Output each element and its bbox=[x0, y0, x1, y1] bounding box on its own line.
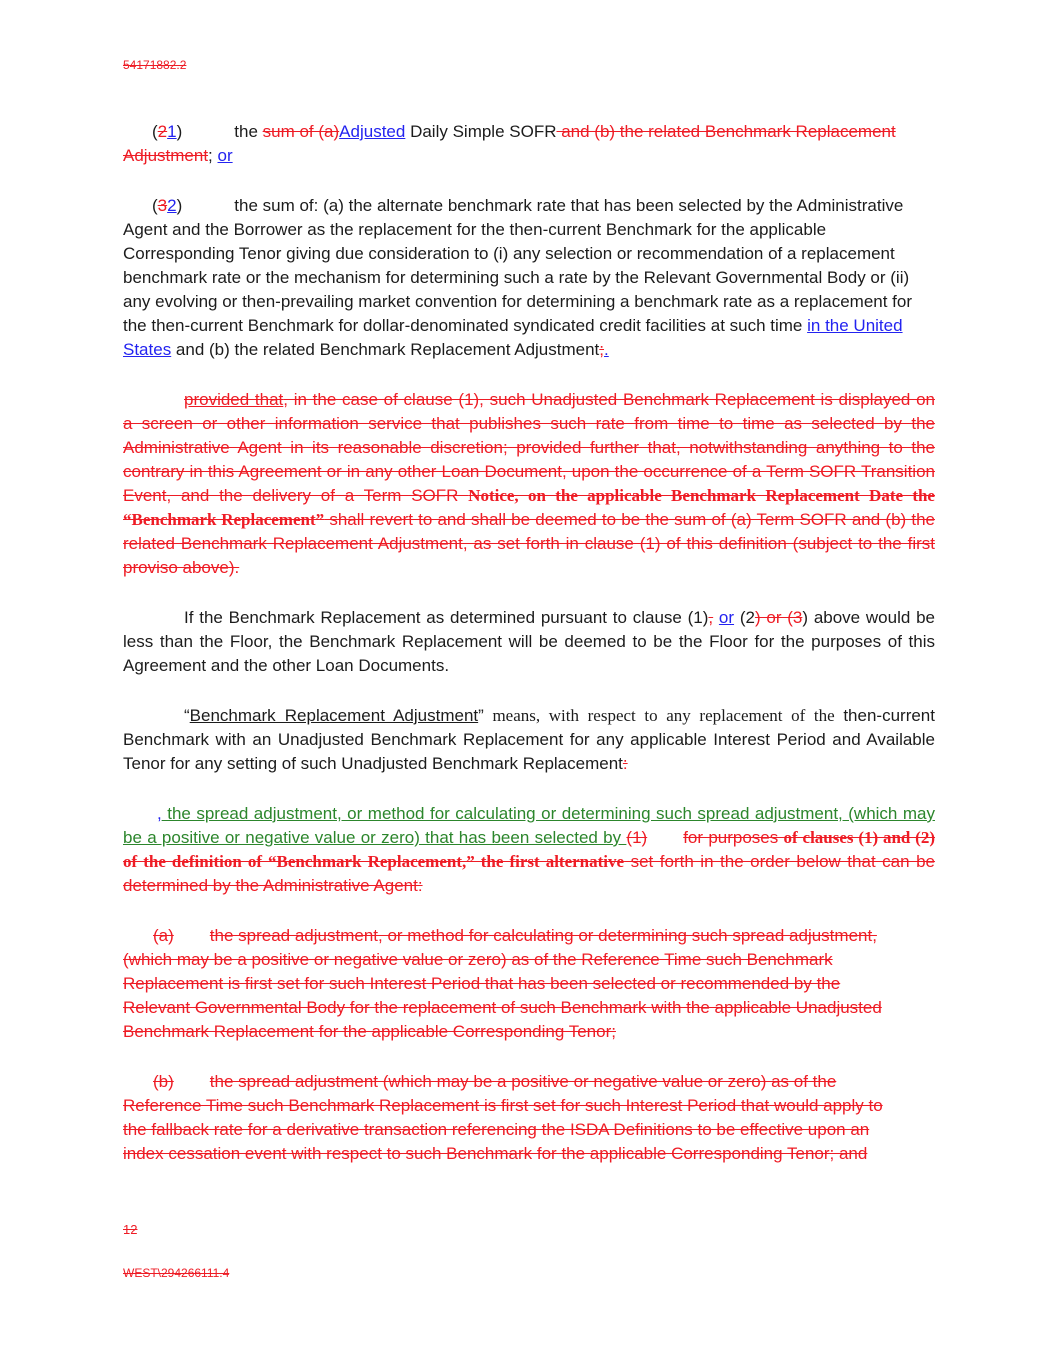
text-run: ” bbox=[478, 706, 484, 725]
footer-doc-id: WEST\294266111.4 bbox=[123, 1266, 230, 1280]
text-run: 2 bbox=[157, 122, 168, 141]
text-run: ) bbox=[176, 196, 183, 215]
text-run: Benchmark Replacement Adjustment bbox=[189, 706, 479, 725]
text-run: , bbox=[157, 804, 162, 823]
clause-2 bbox=[123, 194, 935, 362]
text-run: provided that bbox=[184, 390, 284, 409]
text-run: If the Benchmark Replacement as determined pursuant to clause (1) bbox=[184, 608, 709, 627]
deleted-clause-b bbox=[123, 1070, 903, 1166]
text-run: ; bbox=[208, 146, 218, 165]
deleted-clause-a bbox=[123, 924, 903, 1044]
text-run: ) bbox=[802, 608, 809, 627]
text-run: , in the case of clause (1), such Unadjusted Benchmark Replacement is displayed on a screen or other information service that publishes such rate from time to time as selected by the Administrative Agent in its reasonable discretion; provided further that, notwithstanding anything to the contrary in this Agreement or in any other Loan Document, upon the occurrence of a Term SOFR Transition Event, and the delivery of a Term SOFR bbox=[123, 390, 935, 505]
benchmark-replacement-adjustment-definition bbox=[123, 704, 935, 776]
text-run: ( bbox=[152, 122, 158, 141]
text-run: in the United States bbox=[123, 316, 903, 359]
text-run: the spread adjustment (which may be a positive or negative value or zero) as of the Reference Time such Benchmark Replacement is first set for such Interest Period that would apply to the fallback rate for a derivative transaction referencing the ISDA Definitions to be effective upon an index cessation event with respect to such Benchmark for the applicable Corresponding Tenor; and bbox=[123, 1072, 883, 1163]
text-run: or bbox=[217, 146, 233, 165]
text-run: means, with respect to any replacement of the bbox=[483, 706, 844, 725]
text-run: ) bbox=[176, 122, 183, 141]
text-run: 2 bbox=[167, 196, 177, 215]
text-run: of clauses (1) and (2) of the definition of “Benchmark Replacement,” the first alternative bbox=[123, 828, 935, 871]
text-run: . bbox=[604, 340, 609, 359]
text-run: the spread adjustment, or method for calculating or determining such spread adjustment, (which may be a positive or negative value or zero) that has been selected by bbox=[123, 804, 935, 847]
text-run: ; bbox=[599, 340, 605, 359]
deleted-proviso bbox=[123, 388, 935, 580]
text-run: (a) bbox=[153, 926, 174, 945]
text-run: the sum of: (a) the alternate benchmark rate that has been selected by the Administrative Agent and the Borrower as the replacement for the then-current Benchmark for the applicable Corresponding Tenor giving due consideration to (i) any selection or recommendation of a replacement benchmark rate or the mechanism for determining such a rate by the Relevant Governmental Body or (ii) any evolving or then-prevailing market convention for determining a benchmark rate as a replacement for the then-current Benchmark for dollar-denominated syndicated credit facilities at such time bbox=[123, 196, 913, 335]
text-run: Adjusted bbox=[339, 122, 406, 141]
clause-1 bbox=[123, 120, 935, 168]
text-run: 3 bbox=[157, 196, 168, 215]
text-run: the spread adjustment, or method for calculating or determining such spread adjustment, (which may be a positive or negative value or zero) as of the Reference Time such Benchmark Replacement is first set for such Interest Period that has been selected or recommended by the Relevant Governmental Body for the replacement of such Benchmark with the applicable Unadjusted Benchmark Replacement for the applicable Corresponding Tenor; bbox=[123, 926, 882, 1041]
text-run: Notice, on the applicable Benchmark Replacement Date the “Benchmark Replacement” bbox=[123, 486, 935, 529]
text-run: set forth in the order below that can be determined by the Administrative Agent: bbox=[123, 852, 936, 895]
text-run: then-current Benchmark with an Unadjusted Benchmark Replacement for any applicable Interest Period and Available Tenor for any setting of such Unadjusted Benchmark Replacement bbox=[123, 706, 935, 773]
text-run: 1 bbox=[167, 122, 177, 141]
floor-paragraph bbox=[123, 606, 935, 678]
doc-number-header: 54171882.2 bbox=[123, 58, 187, 72]
text-run: ) or (3 bbox=[754, 608, 803, 627]
text-run: for purposes bbox=[683, 828, 784, 847]
text-run: above would be less than the Floor, the Benchmark Replacement will be deemed to be the Floor for the purposes of this Agreement and the other Loan Documents. bbox=[123, 608, 935, 675]
text-run: ( bbox=[152, 196, 158, 215]
text-run: sum of (a) bbox=[262, 122, 340, 141]
text-run: the bbox=[234, 122, 263, 141]
inserted-spread-adjustment bbox=[123, 802, 935, 898]
text-run: and (b) the related Benchmark Replacement Adjustment bbox=[171, 340, 600, 359]
text-run: and (b) the related Benchmark Replacement Adjustment bbox=[123, 122, 896, 165]
page-number: 12 bbox=[123, 1222, 138, 1237]
text-run: , bbox=[708, 608, 714, 627]
text-run: (b) bbox=[153, 1072, 174, 1091]
text-run: shall revert to and shall be deemed to be the sum of (a) Term SOFR and (b) the related Benchmark Replacement Adjustment, as set forth in clause (1) of this definition (subject to the first proviso above). bbox=[123, 510, 935, 577]
text-run: or bbox=[718, 608, 735, 627]
text-run: : bbox=[622, 754, 628, 773]
text-run: “ bbox=[184, 706, 190, 725]
document-body bbox=[123, 120, 935, 1192]
text-run: (1) bbox=[626, 828, 648, 847]
text-run: Daily Simple SOFR bbox=[405, 122, 557, 141]
text-run: (2 bbox=[734, 608, 755, 627]
